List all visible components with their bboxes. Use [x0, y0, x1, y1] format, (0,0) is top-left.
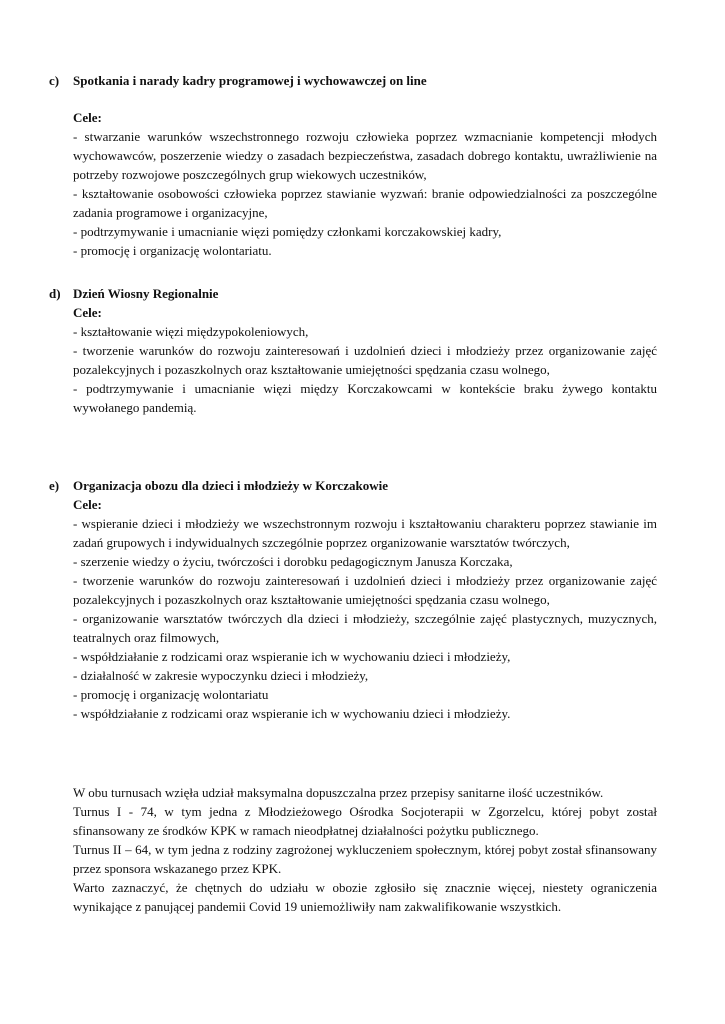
section-body: [73, 303, 657, 417]
section-c: [49, 71, 657, 260]
section-body: [73, 495, 657, 723]
section-e: [49, 476, 657, 723]
section-letter: e): [49, 478, 60, 493]
closing-paragraph: Turnus I - 74, w tym jedna z Młodzieżowego Ośrodka Socjoterapii w Zgorzelcu, której pobyt został sfinansowany ze środków KPK w ramach nieodpłatnej działalności pożytku publicznego.: [73, 804, 657, 838]
section-heading: [49, 476, 657, 495]
section-body: [73, 108, 657, 260]
goal-item: - podtrzymywanie i umacnianie więzi między Korczakowcami w kontekście braku żywego kontaktu wywołanego pandemią.: [73, 381, 657, 415]
goal-item: - szerzenie wiedzy o życiu, twórczości i dorobku pedagogicznym Janusza Korczaka,: [73, 554, 513, 569]
goal-item: - współdziałanie z rodzicami oraz wspieranie ich w wychowaniu dzieci i młodzieży.: [73, 706, 511, 721]
closing-text: [73, 783, 657, 916]
goal-item: - działalność w zakresie wypoczynku dzieci i młodzieży,: [73, 668, 369, 683]
section-heading: [49, 71, 657, 90]
closing-paragraph: W obu turnusach wzięła udział maksymalna dopuszczalna przez przepisy sanitarne ilość uczestników.: [73, 785, 604, 800]
goal-item: - wspieranie dzieci i młodzieży we wszechstronnym rozwoju i kształtowaniu charakteru poprzez stawianie im zadań grupowych i indywidualnych szczególnie poprzez organizowanie warsztatów twórczych,: [73, 516, 657, 550]
goal-item: - kształtowanie osobowości człowieka poprzez stawianie wyzwań: branie odpowiedzialności za poszczególne zadania programowe i organizacyjne,: [73, 186, 657, 220]
section-d: [49, 284, 657, 417]
goal-item: - promocję i organizację wolontariatu.: [73, 243, 272, 258]
goals-label: Cele:: [73, 110, 102, 125]
goal-item: - współdziałanie z rodzicami oraz wspieranie ich w wychowaniu dzieci i młodzieży,: [73, 649, 511, 664]
goals-label: Cele:: [73, 497, 102, 512]
section-title: Organizacja obozu dla dzieci i młodzieży w Korczakowie: [73, 478, 388, 493]
goal-item: - tworzenie warunków do rozwoju zainteresowań i uzdolnień dzieci i młodzieży przez organizowanie zajęć pozalekcyjnych i pozaszkolnych oraz kształtowanie umiejętności spędzania czasu wolnego,: [73, 343, 657, 377]
section-title: Dzień Wiosny Regionalnie: [73, 286, 219, 301]
goals-label: Cele:: [73, 305, 102, 320]
closing-paragraph: Warto zaznaczyć, że chętnych do udziału w obozie zgłosiło się znacznie więcej, niestety ograniczenia wynikające z panującej pandemii Covid 19 uniemożliwiły nam zakwalifikowanie wszystkich.: [73, 880, 657, 914]
section-heading: [49, 284, 657, 303]
goal-item: - podtrzymywanie i umacnianie więzi pomiędzy członkami korczakowskiej kadry,: [73, 224, 502, 239]
section-letter: c): [49, 73, 60, 88]
section-letter: d): [49, 286, 61, 301]
goal-item: - stwarzanie warunków wszechstronnego rozwoju człowieka poprzez wzmacnianie kompetencji młodych wychowawców, poszerzenie wiedzy o zasadach bezpieczeństwa, zasadach dobrego kontaktu, uwrażliwienie na potrzeby rozwojowe poszczególnych grup wiekowych uczestników,: [73, 129, 657, 182]
goal-item: - organizowanie warsztatów twórczych dla dzieci i młodzieży, szczególnie zajęć plastycznych, muzycznych, teatralnych oraz filmowych,: [73, 611, 657, 645]
closing-paragraph: Turnus II – 64, w tym jedna z rodziny zagrożonej wykluczeniem społecznym, której pobyt został sfinansowany przez sponsora wskazanego przez KPK.: [73, 842, 657, 876]
goal-item: - kształtowanie więzi międzypokoleniowych,: [73, 324, 309, 339]
section-title: Spotkania i narady kadry programowej i wychowawczej on line: [73, 73, 427, 88]
goal-item: - promocję i organizację wolontariatu: [73, 687, 269, 702]
goal-item: - tworzenie warunków do rozwoju zainteresowań i uzdolnień dzieci i młodzieży przez organizowanie zajęć pozalekcyjnych i pozaszkolnych oraz kształtowanie umiejętności spędzania czasu wolnego,: [73, 573, 657, 607]
